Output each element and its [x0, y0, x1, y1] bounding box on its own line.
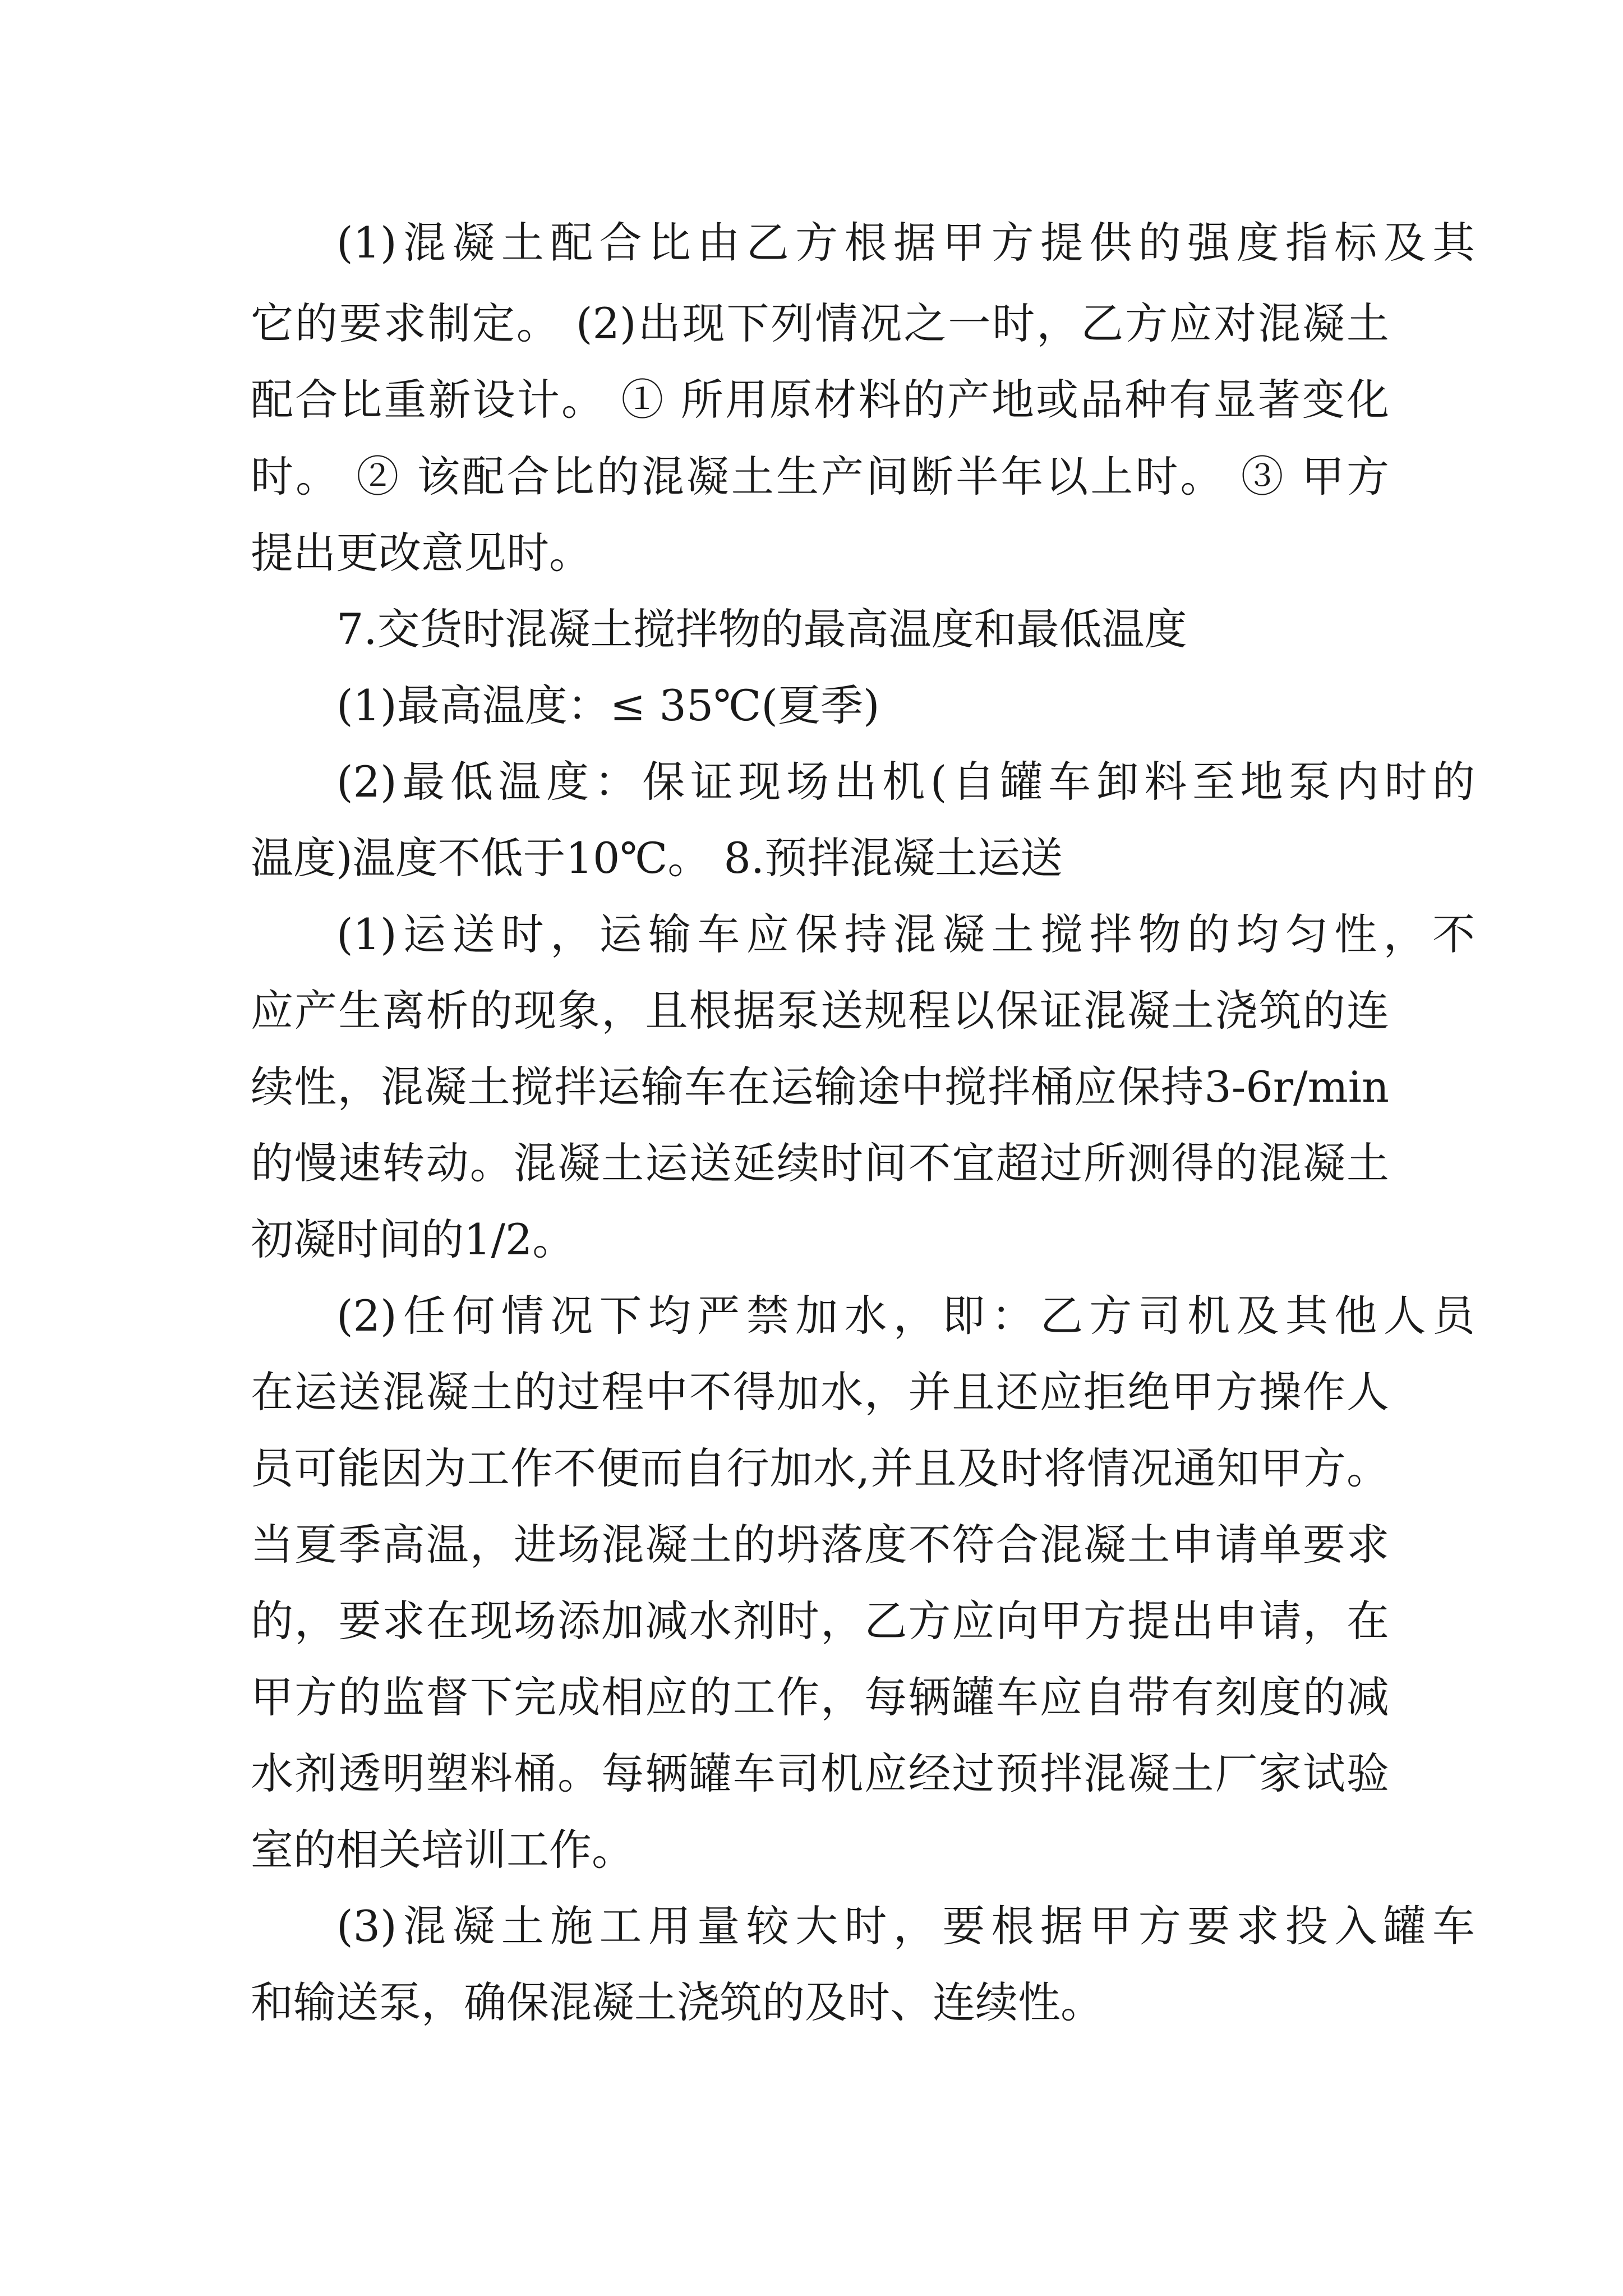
paragraph-line: 甲方的监督下完成相应的工作，每辆罐车应自带有刻度的减 [251, 1672, 1389, 1722]
paragraph-line: 配合比重新设计。 ① 所用原材料的产地或品种有显著变化 [251, 375, 1389, 425]
paragraph-line: (3)混凝土施工用量较大时，要根据甲方要求投入罐车 [336, 1901, 1475, 1951]
paragraph-line: (1)运送时，运输车应保持混凝土搅拌物的均匀性，不 [336, 909, 1475, 959]
paragraph-line: (1)混凝土配合比由乙方根据甲方提供的强度指标及其 [336, 218, 1475, 268]
paragraph-line: (2)任何情况下均严禁加水，即：乙方司机及其他人员 [336, 1291, 1475, 1341]
paragraph-line: 时。 ② 该配合比的混凝土生产间断半年以上时。 ③ 甲方 [251, 452, 1389, 501]
paragraph-line: 提出更改意见时。 [251, 528, 592, 578]
paragraph-line: 水剂透明塑料桶。每辆罐车司机应经过预拌混凝土厂家试验 [251, 1749, 1389, 1798]
paragraph-line: 应产生离析的现象，且根据泵送规程以保证混凝土浇筑的连 [251, 986, 1389, 1036]
paragraph-line: 的慢速转动。混凝土运送延续时间不宜超过所测得的混凝土 [251, 1138, 1389, 1188]
paragraph-line: 在运送混凝土的过程中不得加水，并且还应拒绝甲方操作人 [251, 1367, 1389, 1417]
paragraph-line: 的，要求在现场添加减水剂时，乙方应向甲方提出申请，在 [251, 1596, 1389, 1646]
paragraph-line: 初凝时间的1/2。 [251, 1214, 575, 1264]
paragraph-line: 温度)温度不低于10℃。 8.预拌混凝土运送 [251, 833, 1063, 883]
paragraph-line: 续性，混凝土搅拌运输车在运输途中搅拌桶应保持3-6r/min [251, 1062, 1389, 1112]
section-heading: 7.交货时混凝土搅拌物的最高温度和最低温度 [336, 604, 1187, 654]
paragraph-line: (2)最低温度：保证现场出机(自罐车卸料至地泵内时的 [336, 757, 1475, 807]
paragraph-line: 和输送泵，确保混凝土浇筑的及时、连续性。 [251, 1977, 1103, 2027]
paragraph-line: 当夏季高温，进场混凝土的坍落度不符合混凝土申请单要求 [251, 1520, 1389, 1570]
paragraph-line: 它的要求制定。 (2)出现下列情况之一时，乙方应对混凝土 [251, 298, 1389, 348]
paragraph-line: (1)最高温度：≤ 35℃(夏季) [336, 680, 880, 730]
paragraph-line: 室的相关培训工作。 [251, 1825, 634, 1875]
paragraph-line: 员可能因为工作不便而自行加水,并且及时将情况通知甲方。 [251, 1443, 1389, 1493]
